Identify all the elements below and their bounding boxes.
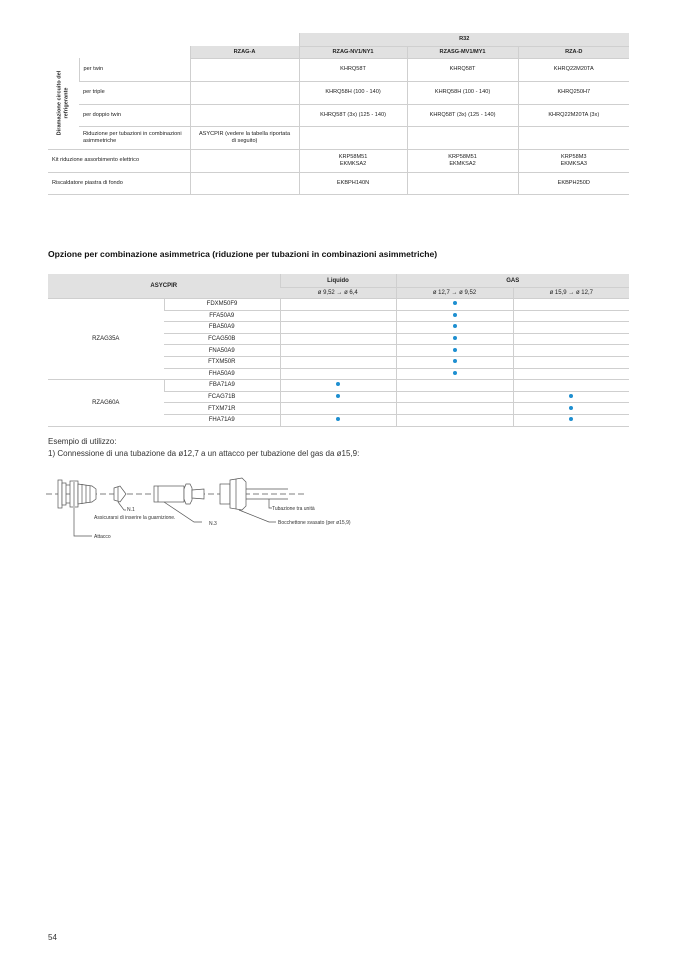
applicable-dot xyxy=(569,394,573,398)
table-cell xyxy=(190,104,299,126)
unit-cell: RZAG35A xyxy=(48,299,164,380)
label-insert-gasket: Assicurarsi di inserire la guarnizione. xyxy=(94,515,176,521)
mark-cell xyxy=(513,368,629,380)
applicable-dot xyxy=(336,382,340,386)
model-cell: FDXM50F9 xyxy=(164,299,280,311)
table-cell: EKBPH250D xyxy=(518,172,629,194)
table-cell: KHRQ58H (100 - 140) xyxy=(407,81,518,104)
mark-cell xyxy=(396,414,513,426)
mark-cell xyxy=(280,333,396,345)
section-label: Diramazione circuito del refrigerante xyxy=(56,70,70,136)
liquid-header: Liquido xyxy=(280,274,396,288)
row-label: Riscaldatore piastra di fondo xyxy=(48,172,190,194)
blank-corner xyxy=(48,46,190,58)
port-part xyxy=(58,480,96,508)
leader-n1 xyxy=(118,502,126,510)
applicable-dot xyxy=(453,336,457,340)
applicable-dot xyxy=(569,417,573,421)
mark-cell xyxy=(396,368,513,380)
applicable-dot xyxy=(453,313,457,317)
model-header: RZA-D xyxy=(518,46,629,58)
mark-cell xyxy=(513,414,629,426)
mark-cell xyxy=(280,414,396,426)
model-cell: FTXM71R xyxy=(164,403,280,415)
table-cell: KHRQ58T (3x) (125 - 140) xyxy=(299,104,407,126)
mark-cell xyxy=(280,380,396,392)
mark-cell xyxy=(280,322,396,334)
label-n3: N.3 xyxy=(209,521,217,527)
mark-cell xyxy=(280,345,396,357)
applicable-dot xyxy=(453,348,457,352)
example-text: 1) Connessione di una tubazione da ø12,7 a un attacco per tubazione del gas da ø15,9: xyxy=(48,449,360,458)
applicable-dot xyxy=(453,324,457,328)
table-cell: KHRQ22M20TA (3x) xyxy=(518,104,629,126)
table-cell xyxy=(190,149,299,172)
table-cell xyxy=(299,126,407,149)
model-cell: FHA71A9 xyxy=(164,414,280,426)
mark-cell xyxy=(513,345,629,357)
table-cell: KHRQ250H7 xyxy=(518,81,629,104)
row-label: per triple xyxy=(79,81,190,104)
table-cell: ASYCPIR (vedere la tabella riportata di seguito) xyxy=(190,126,299,149)
mark-cell xyxy=(513,403,629,415)
model-cell: FNA50A9 xyxy=(164,345,280,357)
page-number: 54 xyxy=(48,933,57,942)
mark-cell xyxy=(396,333,513,345)
pipe-connection-diagram xyxy=(44,470,374,550)
mark-cell xyxy=(513,391,629,403)
sub-header: ø 12,7 → ø 9,52 xyxy=(396,288,513,299)
label-n1: N.1 xyxy=(127,507,135,513)
mark-cell xyxy=(396,403,513,415)
model-cell: FTXM50R xyxy=(164,356,280,368)
mark-cell xyxy=(513,356,629,368)
model-cell: FCAG50B xyxy=(164,333,280,345)
sub-header: ø 9,52 → ø 6,4 xyxy=(280,288,396,299)
applicable-dot xyxy=(453,301,457,305)
model-header: RZAG-A xyxy=(190,46,299,58)
mark-cell xyxy=(513,322,629,334)
mark-cell xyxy=(513,380,629,392)
table-cell xyxy=(407,172,518,194)
label-tubazione: Tubazione tra unità xyxy=(272,506,315,512)
mark-cell xyxy=(396,391,513,403)
mark-cell xyxy=(513,310,629,322)
applicable-dot xyxy=(453,371,457,375)
applicable-dot xyxy=(453,359,457,363)
model-cell: FCAG71B xyxy=(164,391,280,403)
applicable-dot xyxy=(336,394,340,398)
corner-header: ASYCPIR xyxy=(48,274,280,299)
mark-cell xyxy=(280,356,396,368)
mark-cell xyxy=(280,310,396,322)
row-label: per twin xyxy=(79,58,190,81)
group-header-r32: R32 xyxy=(299,33,629,46)
table-row xyxy=(48,299,629,311)
table-cell: KHRQ58T xyxy=(299,58,407,81)
mark-cell xyxy=(280,368,396,380)
mark-cell xyxy=(396,299,513,311)
unit-cell: RZAG60A xyxy=(48,380,164,426)
label-bocchettone: Bocchettone svasato (per ø15,9) xyxy=(278,520,351,526)
mark-cell xyxy=(513,333,629,345)
blank-corner xyxy=(48,33,299,46)
mark-cell xyxy=(280,299,396,311)
mark-cell xyxy=(513,299,629,311)
sub-header: ø 15,9 → ø 12,7 xyxy=(513,288,629,299)
applicable-dot xyxy=(336,417,340,421)
table-cell: EKBPH140N xyxy=(299,172,407,194)
table-cell xyxy=(190,81,299,104)
mark-cell xyxy=(396,345,513,357)
gas-header: GAS xyxy=(396,274,629,288)
section-label-cell xyxy=(48,58,79,149)
table-cell: KHRQ22M20TA xyxy=(518,58,629,81)
table-cell: KRP58M51 EKMKSA2 xyxy=(299,149,407,172)
table-cell: KHRQ58T xyxy=(407,58,518,81)
row-label: Kit riduzione assorbimento elettrico xyxy=(48,149,190,172)
mark-cell xyxy=(396,310,513,322)
table-cell: KRP58M51 EKMKSA2 xyxy=(407,149,518,172)
table-cell xyxy=(190,58,299,81)
applicable-dot xyxy=(569,406,573,410)
model-cell: FHA50A9 xyxy=(164,368,280,380)
table-cell xyxy=(518,126,629,149)
model-cell: FBA71A9 xyxy=(164,380,280,392)
mark-cell xyxy=(396,322,513,334)
accessories-table xyxy=(48,33,629,195)
table-cell: KHRQ58T (3x) (125 - 140) xyxy=(407,104,518,126)
mark-cell xyxy=(280,403,396,415)
model-cell: FFA50A9 xyxy=(164,310,280,322)
mark-cell xyxy=(396,356,513,368)
mark-cell xyxy=(396,380,513,392)
example-title: Esempio di utilizzo: xyxy=(48,437,117,446)
mark-cell xyxy=(280,391,396,403)
label-attacco: Attacco xyxy=(94,534,111,540)
reducer-part xyxy=(154,484,204,504)
model-header: RZASG-MV1/MY1 xyxy=(407,46,518,58)
table-cell: KHRQ58H (100 - 140) xyxy=(299,81,407,104)
model-cell: FBA50A9 xyxy=(164,322,280,334)
leader-attacco xyxy=(74,508,92,536)
table-cell xyxy=(190,172,299,194)
table-cell xyxy=(407,126,518,149)
leader-bocchettone xyxy=(239,510,276,522)
model-header: RZAG-NV1/NY1 xyxy=(299,46,407,58)
gasket-part xyxy=(114,486,126,502)
section-title: Opzione per combinazione asimmetrica (riduzione per tubazioni in combinazioni asimmetriche) xyxy=(48,249,438,259)
asycpir-table xyxy=(48,274,629,427)
table-cell: KRP58M3 EKMKSA3 xyxy=(518,149,629,172)
table-row xyxy=(48,380,629,392)
row-label: per doppio twin xyxy=(79,104,190,126)
row-label: Riduzione per tubazioni in combinazioni asimmetriche xyxy=(79,126,190,149)
